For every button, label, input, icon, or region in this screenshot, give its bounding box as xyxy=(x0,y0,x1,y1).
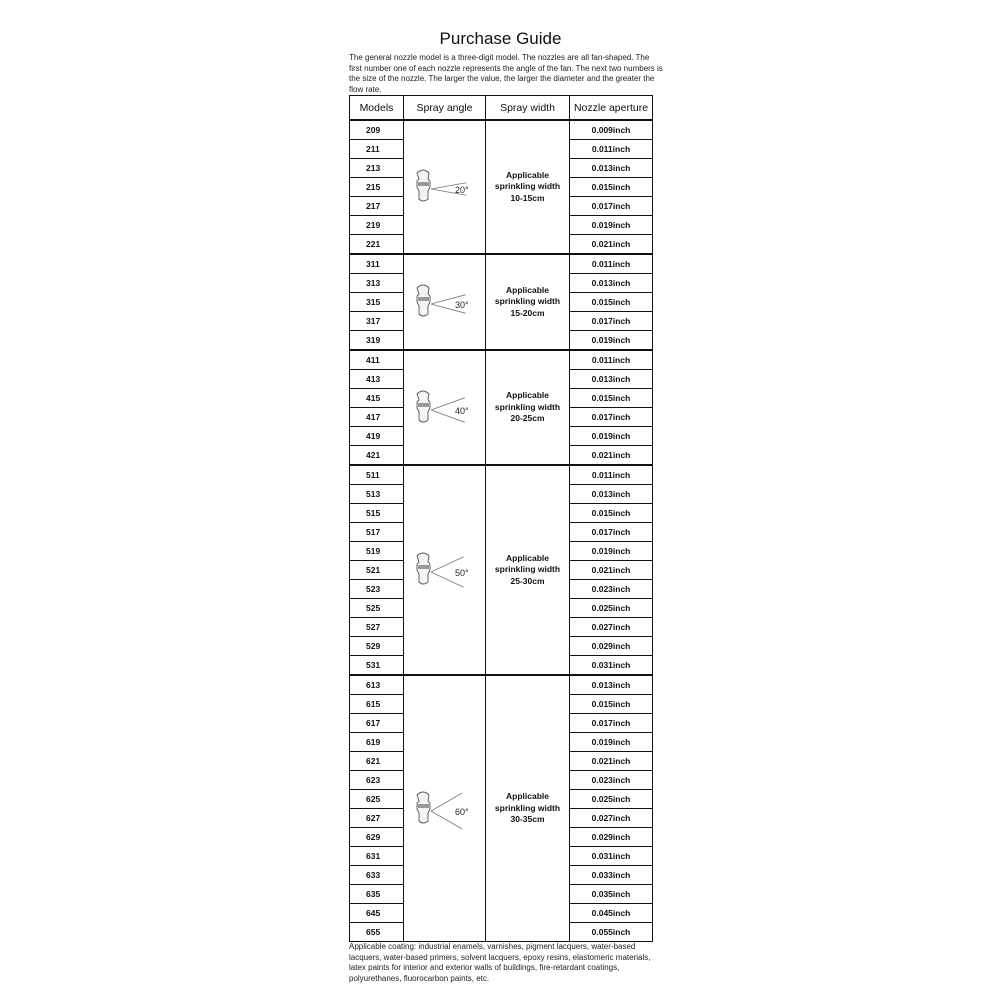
aperture-cell xyxy=(570,331,653,351)
model-cell: 315 xyxy=(350,293,404,312)
model-cell: 621 xyxy=(350,752,404,771)
aperture-value: 0.011inch xyxy=(591,144,631,154)
model-cell: 221 xyxy=(350,235,404,255)
aperture-cell xyxy=(570,637,653,656)
aperture-value: 0.009inch xyxy=(591,125,631,135)
aperture-cell xyxy=(570,408,653,427)
model-cell: 531 xyxy=(350,656,404,676)
model-cell: 209 xyxy=(350,120,404,140)
aperture-value: 0.019inch xyxy=(591,335,631,345)
spray-angle-cell xyxy=(404,254,486,350)
spray-angle-cell xyxy=(404,465,486,675)
model-cell: 217 xyxy=(350,197,404,216)
spray-width-text: Applicable xyxy=(506,284,549,295)
aperture-value: 0.019inch xyxy=(591,546,631,556)
aperture-value: 0.021inch xyxy=(591,565,631,575)
spray-width-text: 30-35cm xyxy=(510,814,545,825)
spray-nozzle-icon xyxy=(409,548,481,592)
nozzle-group xyxy=(350,120,653,254)
aperture-value: 0.033inch xyxy=(591,870,631,880)
aperture-value: 0.013inch xyxy=(591,680,631,690)
aperture-cell xyxy=(570,446,653,466)
aperture-cell xyxy=(570,923,653,942)
spray-angle-cell xyxy=(404,675,486,942)
aperture-value: 0.017inch xyxy=(591,527,631,537)
aperture-cell xyxy=(570,866,653,885)
model-cell: 523 xyxy=(350,580,404,599)
model-cell: 525 xyxy=(350,599,404,618)
purchase-guide-table xyxy=(349,95,653,942)
aperture-cell xyxy=(570,178,653,197)
aperture-cell xyxy=(570,828,653,847)
aperture-cell xyxy=(570,695,653,714)
aperture-cell xyxy=(570,216,653,235)
spray-width-text: 20-25cm xyxy=(510,413,545,424)
spray-width-text: Applicable xyxy=(506,169,549,180)
table-row xyxy=(350,120,653,140)
model-cell: 513 xyxy=(350,485,404,504)
aperture-value: 0.029inch xyxy=(591,641,631,651)
aperture-cell xyxy=(570,427,653,446)
model-cell: 613 xyxy=(350,675,404,695)
model-cell: 625 xyxy=(350,790,404,809)
aperture-value: 0.013inch xyxy=(591,374,631,384)
aperture-cell xyxy=(570,485,653,504)
header-spray-angle: Spray angle xyxy=(404,96,486,121)
model-cell: 627 xyxy=(350,809,404,828)
aperture-value: 0.023inch xyxy=(591,584,631,594)
aperture-value: 0.017inch xyxy=(591,412,631,422)
model-cell: 417 xyxy=(350,408,404,427)
aperture-cell xyxy=(570,274,653,293)
spray-width-cell xyxy=(486,254,570,350)
aperture-cell xyxy=(570,847,653,866)
aperture-value: 0.011inch xyxy=(591,470,631,480)
spray-angle-label: 20° xyxy=(454,185,469,195)
nozzle-group xyxy=(350,675,653,942)
header-nozzle-aperture: Nozzle aperture xyxy=(570,96,653,121)
aperture-value: 0.021inch xyxy=(591,756,631,766)
aperture-value: 0.015inch xyxy=(591,393,631,403)
aperture-cell xyxy=(570,542,653,561)
model-cell: 617 xyxy=(350,714,404,733)
aperture-cell xyxy=(570,733,653,752)
spray-width-text: Applicable xyxy=(506,552,549,563)
spray-angle-cell xyxy=(404,350,486,465)
aperture-cell xyxy=(570,312,653,331)
applicable-coating-note: Applicable coating: industrial enamels, varnishes, pigment lacquers, water-based lacquers, water-based primers, solvent lacquers, epoxy resins, elastomeric materials, latex paints for interior and exterior walls of buildings, fire-retardant coatings, polyurethanes, fluorocarbon paints, etc. xyxy=(349,942,651,983)
aperture-cell xyxy=(570,370,653,389)
spray-angle-label: 30° xyxy=(454,300,469,310)
spray-angle-label: 60° xyxy=(454,806,469,817)
aperture-cell xyxy=(570,656,653,676)
spray-width-cell xyxy=(486,120,570,254)
aperture-value: 0.017inch xyxy=(591,201,631,211)
aperture-value: 0.021inch xyxy=(591,239,631,249)
spray-width-cell xyxy=(486,350,570,465)
nozzle-group xyxy=(350,465,653,675)
model-cell: 511 xyxy=(350,465,404,485)
model-cell: 213 xyxy=(350,159,404,178)
spray-width-cell xyxy=(486,675,570,942)
aperture-value: 0.035inch xyxy=(591,889,631,899)
aperture-value: 0.019inch xyxy=(591,220,631,230)
aperture-cell xyxy=(570,293,653,312)
model-cell: 415 xyxy=(350,389,404,408)
nozzle-group xyxy=(350,350,653,465)
aperture-value: 0.027inch xyxy=(591,813,631,823)
aperture-cell xyxy=(570,599,653,618)
model-cell: 529 xyxy=(350,637,404,656)
aperture-cell xyxy=(570,714,653,733)
table-row xyxy=(350,254,653,274)
nozzle-band-shape xyxy=(418,804,429,808)
aperture-cell xyxy=(570,235,653,255)
spray-angle-label: 40° xyxy=(454,405,469,416)
model-cell: 615 xyxy=(350,695,404,714)
spray-width-text: Applicable xyxy=(506,390,549,401)
aperture-cell xyxy=(570,771,653,790)
aperture-cell xyxy=(570,389,653,408)
aperture-value: 0.025inch xyxy=(591,603,631,613)
model-cell: 515 xyxy=(350,504,404,523)
aperture-cell xyxy=(570,561,653,580)
aperture-cell xyxy=(570,465,653,485)
model-cell: 645 xyxy=(350,904,404,923)
model-cell: 517 xyxy=(350,523,404,542)
model-cell: 319 xyxy=(350,331,404,351)
aperture-value: 0.027inch xyxy=(591,622,631,632)
model-cell: 419 xyxy=(350,427,404,446)
spray-width-text: 15-20cm xyxy=(510,307,545,318)
spray-nozzle-icon xyxy=(409,386,481,430)
model-cell: 631 xyxy=(350,847,404,866)
spray-width-text: sprinkling width xyxy=(494,802,561,813)
model-cell: 211 xyxy=(350,140,404,159)
intro-paragraph: The general nozzle model is a three-digit model. The nozzles are all fan-shaped. The first number one of each nozzle represents the angle of the fan. The next two numbers is the size of the nozzle. The larger the value, the larger the diameter and the greater the flow rate. xyxy=(349,53,663,94)
aperture-value: 0.045inch xyxy=(591,908,631,918)
page-title: Purchase Guide xyxy=(439,29,562,48)
model-cell: 421 xyxy=(350,446,404,466)
model-cell: 313 xyxy=(350,274,404,293)
model-cell: 413 xyxy=(350,370,404,389)
aperture-value: 0.019inch xyxy=(591,431,631,441)
model-cell: 521 xyxy=(350,561,404,580)
aperture-cell xyxy=(570,752,653,771)
nozzle-band-shape xyxy=(418,565,429,569)
model-cell: 633 xyxy=(350,866,404,885)
table-row xyxy=(350,675,653,695)
nozzle-band-shape xyxy=(418,297,429,301)
aperture-cell xyxy=(570,904,653,923)
aperture-value: 0.011inch xyxy=(591,259,631,269)
aperture-cell xyxy=(570,254,653,274)
aperture-cell xyxy=(570,197,653,216)
model-cell: 411 xyxy=(350,350,404,370)
table-header-row xyxy=(350,96,653,121)
aperture-cell xyxy=(570,523,653,542)
aperture-cell xyxy=(570,580,653,599)
spray-angle-cell xyxy=(404,120,486,254)
aperture-value: 0.013inch xyxy=(591,278,631,288)
aperture-value: 0.017inch xyxy=(591,718,631,728)
spray-width-text: sprinkling width xyxy=(494,296,561,307)
model-cell: 317 xyxy=(350,312,404,331)
table-row xyxy=(350,465,653,485)
aperture-value: 0.011inch xyxy=(591,355,631,365)
spray-angle-label: 50° xyxy=(454,568,469,578)
model-cell: 219 xyxy=(350,216,404,235)
aperture-cell xyxy=(570,350,653,370)
spray-width-text: 25-30cm xyxy=(510,575,545,586)
spray-width-cell xyxy=(486,465,570,675)
nozzle-band-shape xyxy=(418,403,429,407)
aperture-value: 0.013inch xyxy=(591,163,631,173)
aperture-value: 0.013inch xyxy=(591,489,631,499)
spray-width-text: 10-15cm xyxy=(510,192,545,203)
model-cell: 215 xyxy=(350,178,404,197)
header-models: Models xyxy=(350,96,404,121)
aperture-value: 0.055inch xyxy=(591,927,631,937)
aperture-cell xyxy=(570,809,653,828)
aperture-value: 0.031inch xyxy=(591,660,631,670)
aperture-value: 0.015inch xyxy=(591,508,631,518)
spray-width-text: Applicable xyxy=(506,791,549,802)
aperture-cell xyxy=(570,504,653,523)
model-cell: 527 xyxy=(350,618,404,637)
aperture-value: 0.017inch xyxy=(591,316,631,326)
table-row xyxy=(350,350,653,370)
model-cell: 623 xyxy=(350,771,404,790)
header-spray-width: Spray width xyxy=(486,96,570,121)
aperture-cell xyxy=(570,790,653,809)
aperture-value: 0.025inch xyxy=(591,794,631,804)
aperture-cell xyxy=(570,618,653,637)
model-cell: 311 xyxy=(350,254,404,274)
aperture-value: 0.021inch xyxy=(591,450,631,460)
aperture-value: 0.029inch xyxy=(591,832,631,842)
model-cell: 629 xyxy=(350,828,404,847)
spray-nozzle-icon xyxy=(409,165,481,209)
aperture-value: 0.015inch xyxy=(591,182,631,192)
aperture-value: 0.015inch xyxy=(591,297,631,307)
spray-nozzle-icon xyxy=(409,787,481,831)
aperture-cell xyxy=(570,885,653,904)
model-cell: 635 xyxy=(350,885,404,904)
aperture-cell xyxy=(570,675,653,695)
aperture-cell xyxy=(570,120,653,140)
nozzle-band-shape xyxy=(418,182,429,186)
nozzle-group xyxy=(350,254,653,350)
aperture-value: 0.031inch xyxy=(591,851,631,861)
spray-width-text: sprinkling width xyxy=(494,401,561,412)
aperture-value: 0.015inch xyxy=(591,699,631,709)
model-cell: 619 xyxy=(350,733,404,752)
model-cell: 519 xyxy=(350,542,404,561)
aperture-cell xyxy=(570,140,653,159)
aperture-value: 0.019inch xyxy=(591,737,631,747)
model-cell: 655 xyxy=(350,923,404,942)
spray-width-text: sprinkling width xyxy=(494,181,561,192)
aperture-value: 0.023inch xyxy=(591,775,631,785)
aperture-cell xyxy=(570,159,653,178)
spray-nozzle-icon xyxy=(409,280,481,324)
spray-width-text: sprinkling width xyxy=(494,564,561,575)
